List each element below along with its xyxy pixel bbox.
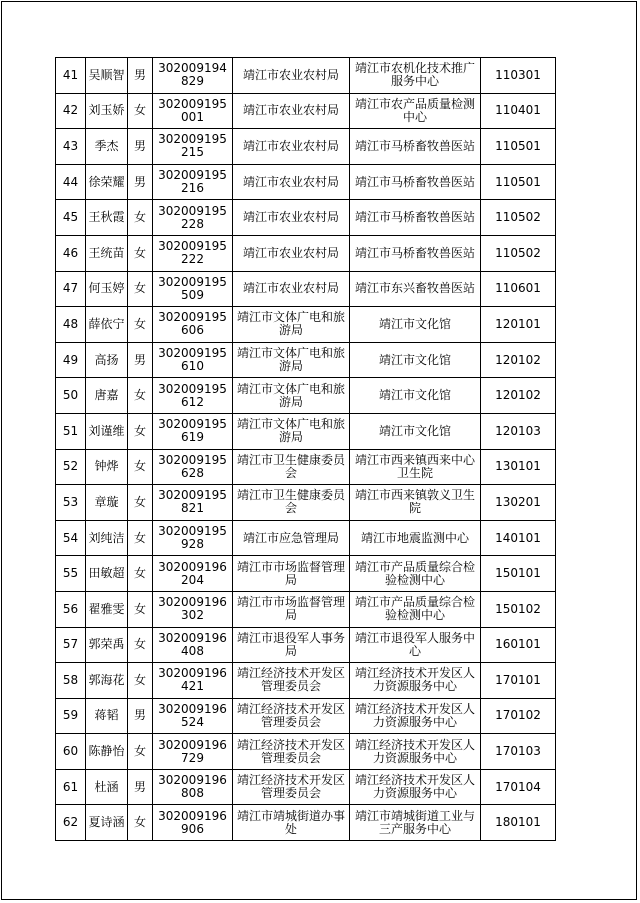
table-row xyxy=(56,698,556,734)
exam-id: 302009196808 xyxy=(153,769,233,805)
gender: 女 xyxy=(128,378,153,414)
department: 靖江经济技术开发区管理委员会 xyxy=(233,663,350,699)
exam-id: 302009195821 xyxy=(153,485,233,521)
exam-id: 302009195606 xyxy=(153,307,233,343)
department: 靖江市农业农村局 xyxy=(233,271,350,307)
employer-unit: 靖江市马桥畜牧兽医站 xyxy=(350,164,481,200)
row-number: 61 xyxy=(56,769,86,805)
candidate-name: 杜涵 xyxy=(86,769,128,805)
table-row xyxy=(56,556,556,592)
department: 靖江市农业农村局 xyxy=(233,164,350,200)
exam-id: 302009195216 xyxy=(153,164,233,200)
employer-unit: 靖江市退役军人服务中心 xyxy=(350,627,481,663)
row-number: 46 xyxy=(56,235,86,271)
position-code: 110301 xyxy=(481,58,556,94)
candidate-name: 夏诗涵 xyxy=(86,805,128,841)
row-number: 50 xyxy=(56,378,86,414)
department: 靖江市市场监督管理局 xyxy=(233,591,350,627)
position-code: 120102 xyxy=(481,342,556,378)
exam-id: 302009196524 xyxy=(153,698,233,734)
exam-id: 302009196729 xyxy=(153,734,233,770)
gender: 女 xyxy=(128,93,153,129)
gender: 男 xyxy=(128,164,153,200)
candidate-table xyxy=(55,57,556,841)
exam-id: 302009196204 xyxy=(153,556,233,592)
department: 靖江市市场监督管理局 xyxy=(233,556,350,592)
position-code: 110401 xyxy=(481,93,556,129)
table-row xyxy=(56,591,556,627)
position-code: 120101 xyxy=(481,307,556,343)
employer-unit: 靖江经济技术开发区人力资源服务中心 xyxy=(350,769,481,805)
candidate-name: 高扬 xyxy=(86,342,128,378)
exam-id: 302009195001 xyxy=(153,93,233,129)
position-code: 110502 xyxy=(481,200,556,236)
candidate-name: 刘谨维 xyxy=(86,413,128,449)
table-row xyxy=(56,449,556,485)
department: 靖江市文体广电和旅游局 xyxy=(233,378,350,414)
department: 靖江市卫生健康委员会 xyxy=(233,485,350,521)
row-number: 43 xyxy=(56,129,86,165)
exam-id: 302009195215 xyxy=(153,129,233,165)
position-code: 120102 xyxy=(481,378,556,414)
candidate-name: 王秋霞 xyxy=(86,200,128,236)
department: 靖江市文体广电和旅游局 xyxy=(233,413,350,449)
exam-id: 302009195222 xyxy=(153,235,233,271)
department: 靖江经济技术开发区管理委员会 xyxy=(233,734,350,770)
gender: 女 xyxy=(128,485,153,521)
position-code: 160101 xyxy=(481,627,556,663)
gender: 女 xyxy=(128,413,153,449)
gender: 女 xyxy=(128,805,153,841)
row-number: 42 xyxy=(56,93,86,129)
employer-unit: 靖江市西来镇西来中心卫生院 xyxy=(350,449,481,485)
gender: 男 xyxy=(128,769,153,805)
department: 靖江市文体广电和旅游局 xyxy=(233,307,350,343)
gender: 女 xyxy=(128,200,153,236)
gender: 女 xyxy=(128,627,153,663)
table-row xyxy=(56,200,556,236)
row-number: 44 xyxy=(56,164,86,200)
table-row xyxy=(56,129,556,165)
row-number: 45 xyxy=(56,200,86,236)
row-number: 59 xyxy=(56,698,86,734)
exam-id: 302009195228 xyxy=(153,200,233,236)
row-number: 53 xyxy=(56,485,86,521)
department: 靖江市靖城街道办事处 xyxy=(233,805,350,841)
table-row xyxy=(56,235,556,271)
gender: 女 xyxy=(128,520,153,556)
department: 靖江市文体广电和旅游局 xyxy=(233,342,350,378)
position-code: 110601 xyxy=(481,271,556,307)
row-number: 60 xyxy=(56,734,86,770)
candidate-name: 刘纯洁 xyxy=(86,520,128,556)
table-body xyxy=(56,58,556,841)
row-number: 49 xyxy=(56,342,86,378)
gender: 女 xyxy=(128,663,153,699)
table-row xyxy=(56,378,556,414)
row-number: 54 xyxy=(56,520,86,556)
row-number: 51 xyxy=(56,413,86,449)
candidate-name: 吴顺智 xyxy=(86,58,128,94)
candidate-name: 薛依宁 xyxy=(86,307,128,343)
position-code: 180101 xyxy=(481,805,556,841)
department: 靖江市农业农村局 xyxy=(233,93,350,129)
position-code: 120103 xyxy=(481,413,556,449)
table-row xyxy=(56,342,556,378)
gender: 女 xyxy=(128,556,153,592)
position-code: 130101 xyxy=(481,449,556,485)
employer-unit: 靖江市农机化技术推广服务中心 xyxy=(350,58,481,94)
employer-unit: 靖江市文化馆 xyxy=(350,413,481,449)
gender: 男 xyxy=(128,58,153,94)
table-row xyxy=(56,805,556,841)
employer-unit: 靖江市地震监测中心 xyxy=(350,520,481,556)
position-code: 110501 xyxy=(481,164,556,200)
table-row xyxy=(56,164,556,200)
exam-id: 302009195612 xyxy=(153,378,233,414)
position-code: 150101 xyxy=(481,556,556,592)
row-number: 41 xyxy=(56,58,86,94)
employer-unit: 靖江经济技术开发区人力资源服务中心 xyxy=(350,734,481,770)
table-row xyxy=(56,769,556,805)
employer-unit: 靖江经济技术开发区人力资源服务中心 xyxy=(350,663,481,699)
employer-unit: 靖江市产品质量综合检验检测中心 xyxy=(350,556,481,592)
employer-unit: 靖江市东兴畜牧兽医站 xyxy=(350,271,481,307)
row-number: 57 xyxy=(56,627,86,663)
employer-unit: 靖江市马桥畜牧兽医站 xyxy=(350,235,481,271)
exam-id: 302009196302 xyxy=(153,591,233,627)
exam-id: 302009196421 xyxy=(153,663,233,699)
exam-id: 302009195610 xyxy=(153,342,233,378)
table-row xyxy=(56,520,556,556)
exam-id: 302009195928 xyxy=(153,520,233,556)
gender: 女 xyxy=(128,734,153,770)
employer-unit: 靖江经济技术开发区人力资源服务中心 xyxy=(350,698,481,734)
position-code: 170102 xyxy=(481,698,556,734)
gender: 男 xyxy=(128,698,153,734)
employer-unit: 靖江市马桥畜牧兽医站 xyxy=(350,200,481,236)
employer-unit: 靖江市文化馆 xyxy=(350,307,481,343)
candidate-name: 陈静怡 xyxy=(86,734,128,770)
position-code: 110502 xyxy=(481,235,556,271)
table-row xyxy=(56,58,556,94)
exam-id: 302009195509 xyxy=(153,271,233,307)
employer-unit: 靖江市文化馆 xyxy=(350,378,481,414)
position-code: 130201 xyxy=(481,485,556,521)
gender: 女 xyxy=(128,235,153,271)
employer-unit: 靖江市马桥畜牧兽医站 xyxy=(350,129,481,165)
gender: 女 xyxy=(128,271,153,307)
gender: 女 xyxy=(128,307,153,343)
position-code: 170101 xyxy=(481,663,556,699)
candidate-name: 徐荣耀 xyxy=(86,164,128,200)
department: 靖江市农业农村局 xyxy=(233,235,350,271)
candidate-name: 蒋韬 xyxy=(86,698,128,734)
candidate-name: 翟雅雯 xyxy=(86,591,128,627)
candidate-name: 唐嘉 xyxy=(86,378,128,414)
department: 靖江市农业农村局 xyxy=(233,58,350,94)
employer-unit: 靖江市西来镇敦义卫生院 xyxy=(350,485,481,521)
department: 靖江市卫生健康委员会 xyxy=(233,449,350,485)
row-number: 48 xyxy=(56,307,86,343)
exam-id: 302009195619 xyxy=(153,413,233,449)
table-row xyxy=(56,271,556,307)
department: 靖江市应急管理局 xyxy=(233,520,350,556)
candidate-name: 季杰 xyxy=(86,129,128,165)
table-row xyxy=(56,413,556,449)
candidate-name: 王统苗 xyxy=(86,235,128,271)
table-row xyxy=(56,93,556,129)
row-number: 62 xyxy=(56,805,86,841)
candidate-name: 章璇 xyxy=(86,485,128,521)
row-number: 58 xyxy=(56,663,86,699)
department: 靖江市退役军人事务局 xyxy=(233,627,350,663)
candidate-name: 田敏超 xyxy=(86,556,128,592)
row-number: 55 xyxy=(56,556,86,592)
department: 靖江市农业农村局 xyxy=(233,129,350,165)
department: 靖江经济技术开发区管理委员会 xyxy=(233,698,350,734)
table-row xyxy=(56,485,556,521)
row-number: 52 xyxy=(56,449,86,485)
candidate-name: 郭海花 xyxy=(86,663,128,699)
exam-id: 302009195628 xyxy=(153,449,233,485)
employer-unit: 靖江市靖城街道工业与三产服务中心 xyxy=(350,805,481,841)
candidate-name: 刘玉娇 xyxy=(86,93,128,129)
gender: 女 xyxy=(128,591,153,627)
employer-unit: 靖江市农产品质量检测中心 xyxy=(350,93,481,129)
candidate-name: 钟烨 xyxy=(86,449,128,485)
row-number: 47 xyxy=(56,271,86,307)
table-row xyxy=(56,663,556,699)
candidate-name: 郭荣禹 xyxy=(86,627,128,663)
exam-id: 302009196906 xyxy=(153,805,233,841)
position-code: 150102 xyxy=(481,591,556,627)
table-row xyxy=(56,734,556,770)
position-code: 170104 xyxy=(481,769,556,805)
department: 靖江经济技术开发区管理委员会 xyxy=(233,769,350,805)
department: 靖江市农业农村局 xyxy=(233,200,350,236)
employer-unit: 靖江市产品质量综合检验检测中心 xyxy=(350,591,481,627)
exam-id: 302009194829 xyxy=(153,58,233,94)
position-code: 110501 xyxy=(481,129,556,165)
gender: 男 xyxy=(128,129,153,165)
row-number: 56 xyxy=(56,591,86,627)
table-row xyxy=(56,627,556,663)
table-row xyxy=(56,307,556,343)
employer-unit: 靖江市文化馆 xyxy=(350,342,481,378)
exam-id: 302009196408 xyxy=(153,627,233,663)
position-code: 170103 xyxy=(481,734,556,770)
position-code: 140101 xyxy=(481,520,556,556)
candidate-name: 何玉婷 xyxy=(86,271,128,307)
gender: 男 xyxy=(128,342,153,378)
gender: 女 xyxy=(128,449,153,485)
